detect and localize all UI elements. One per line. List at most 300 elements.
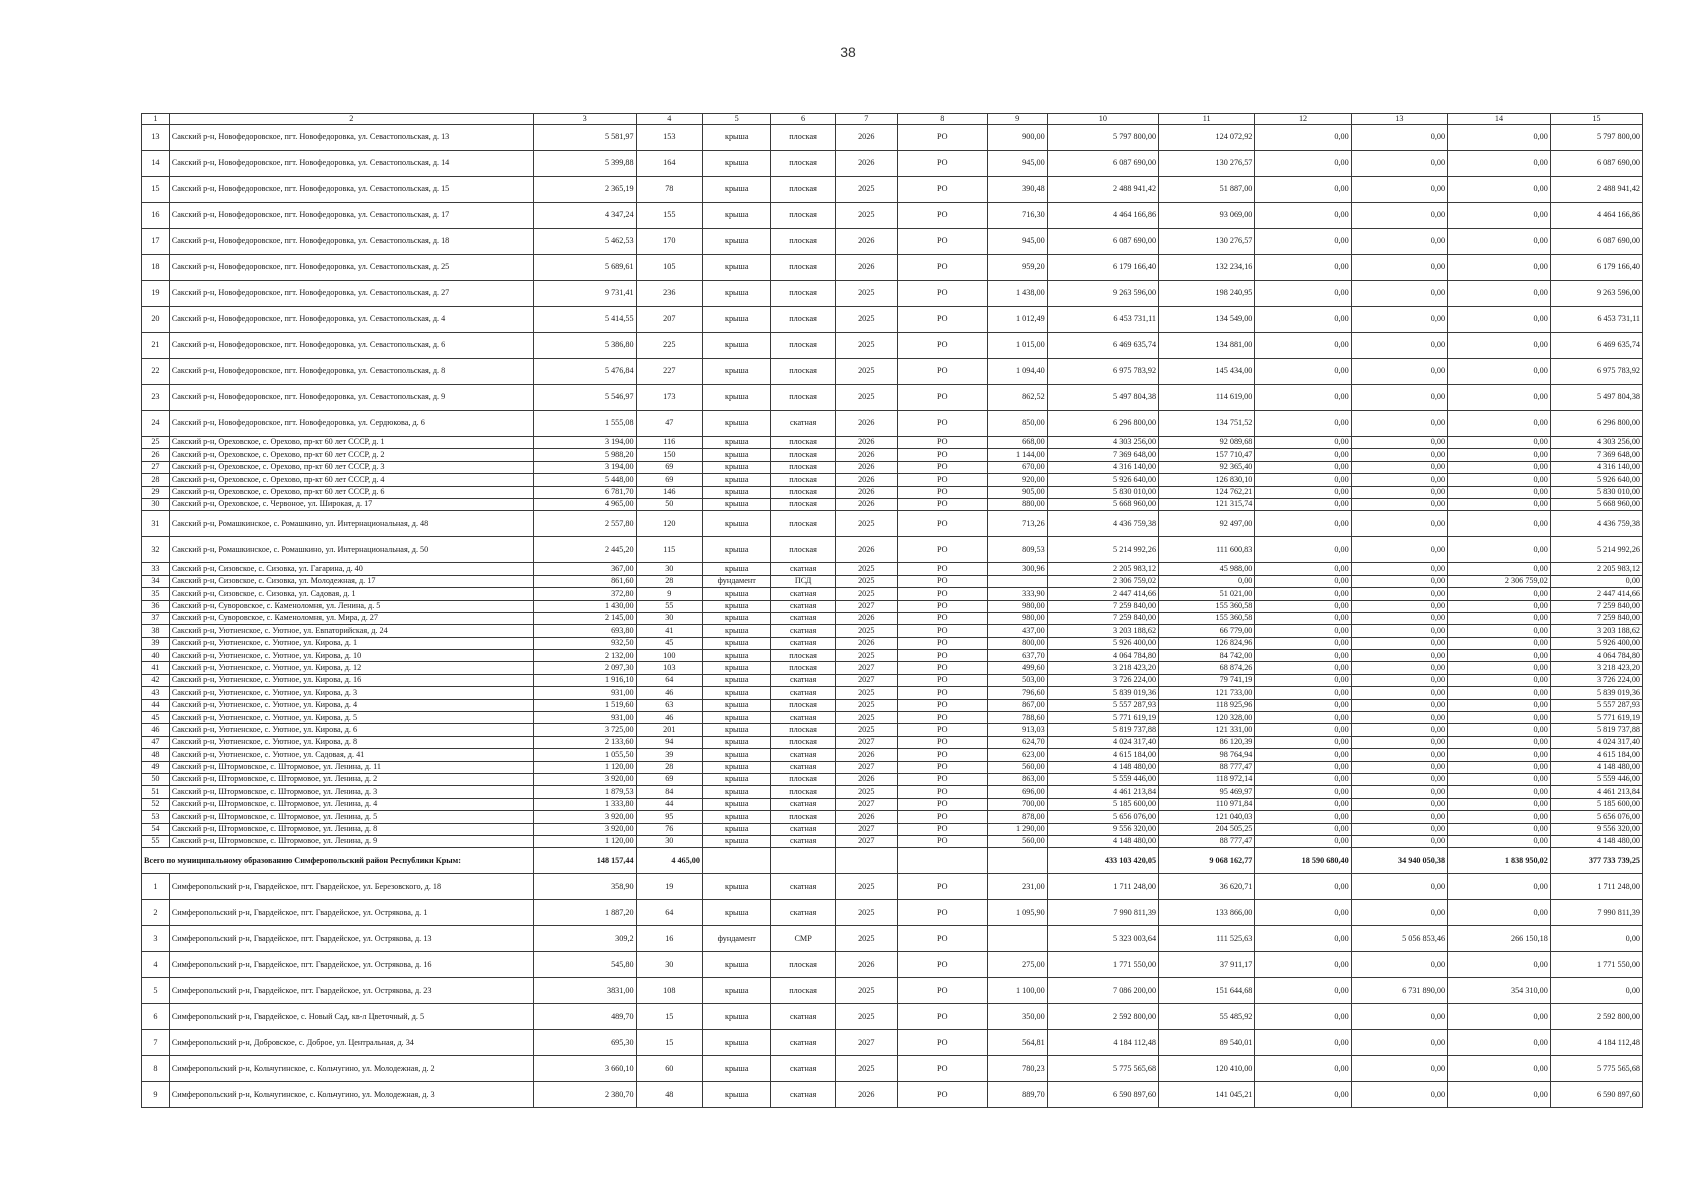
table-row [142,724,1643,736]
table-row [142,978,1643,1004]
value-cell: 880,00 [987,498,1047,510]
value-cell: 716,30 [987,203,1047,229]
address-cell: Симферопольский р-н, Гвардейское, пгт. Гвардейское, ул. Березовского, д. 18 [169,874,533,900]
empty-cell [835,848,897,874]
value-cell: 79 741,19 [1159,674,1255,686]
value-cell: РО [897,600,987,612]
value-cell: крыша [702,437,771,449]
value-cell: РО [897,699,987,711]
value-cell: 19 [636,874,702,900]
value-cell: крыша [702,411,771,437]
value-cell: 2025 [835,687,897,699]
address-cell: Сакский р-н, Ореховское, с. Орехово, пр-кт 60 лет СССР, д. 6 [169,486,533,498]
value-cell: 28 [636,761,702,773]
value-cell: РО [897,486,987,498]
value-cell: 2026 [835,811,897,823]
row-number: 24 [142,411,170,437]
value-cell: 4 316 140,00 [1047,461,1158,473]
value-cell: 0,00 [1351,588,1447,600]
value-cell: 0,00 [1255,637,1351,649]
address-cell: Сакский р-н, Новофедоровское, пгт. Новофедоровка, ул. Севастопольская, д. 17 [169,203,533,229]
value-cell: скатная [771,563,835,575]
value-cell: крыша [702,600,771,612]
value-cell: 2025 [835,575,897,587]
column-number: 8 [897,114,987,125]
value-cell: 0,00 [1351,474,1447,486]
row-number: 17 [142,229,170,255]
row-number: 30 [142,498,170,510]
value-cell: 5 839 019,36 [1047,687,1158,699]
value-cell: 2 306 759,02 [1448,575,1551,587]
value-cell: 1 430,00 [533,600,636,612]
value-cell: фундамент [702,926,771,952]
value-cell: 5 689,61 [533,255,636,281]
address-cell: Симферопольский р-н, Добровское, с. Доброе, ул. Центральная, д. 34 [169,1030,533,1056]
repair-program-table [141,113,1643,1108]
value-cell: 2 097,30 [533,662,636,674]
value-cell: скатная [771,612,835,624]
value-cell: 0,00 [1351,449,1447,461]
value-cell: 2025 [835,203,897,229]
value-cell: 130 276,57 [1159,151,1255,177]
value-cell: 1 094,40 [987,359,1047,385]
row-number: 22 [142,359,170,385]
value-cell: 266 150,18 [1448,926,1551,952]
value-cell: 6 781,70 [533,486,636,498]
value-cell: 0,00 [1351,563,1447,575]
table-row [142,699,1643,711]
value-cell: 0,00 [1351,650,1447,662]
column-number: 1 [142,114,170,125]
value-cell: 133 866,00 [1159,900,1255,926]
row-number: 47 [142,736,170,748]
value-cell: 0,00 [1351,281,1447,307]
value-cell: 0,00 [1255,151,1351,177]
value-cell: крыша [702,612,771,624]
value-cell: плоская [771,474,835,486]
value-cell: 0,00 [1351,498,1447,510]
table-row [142,798,1643,810]
address-cell: Сакский р-н, Новофедоровское, пгт. Новофедоровка, ул. Сердюкова, д. 6 [169,411,533,437]
value-cell: крыша [702,823,771,835]
value-cell: РО [897,1030,987,1056]
value-cell: 0,00 [1448,724,1551,736]
value-cell: крыша [702,461,771,473]
value-cell: РО [897,385,987,411]
value-cell: плоская [771,773,835,785]
value-cell: 0,00 [1255,498,1351,510]
row-number: 8 [142,1056,170,1082]
value-cell: 0,00 [1255,588,1351,600]
address-cell: Сакский р-н, Суворовское, с. Каменоломня, ул. Ленина, д. 5 [169,600,533,612]
value-cell: 2026 [835,125,897,151]
value-cell: 0,00 [1255,600,1351,612]
value-cell: 0,00 [1351,229,1447,255]
table-row [142,125,1643,151]
value-cell: 76 [636,823,702,835]
value-cell: 5 926 400,00 [1550,637,1642,649]
table-row [142,773,1643,785]
value-cell: РО [897,724,987,736]
value-cell: 489,70 [533,1004,636,1030]
value-cell: 3 726 224,00 [1550,674,1642,686]
value-cell: 6 975 783,92 [1047,359,1158,385]
value-cell: 0,00 [1351,177,1447,203]
value-cell: 0,00 [1448,625,1551,637]
value-cell: 134 751,52 [1159,411,1255,437]
column-number: 11 [1159,114,1255,125]
value-cell: 4 464 166,86 [1047,203,1158,229]
value-cell: 0,00 [1448,1056,1551,1082]
value-cell: 0,00 [1448,255,1551,281]
value-cell: 92 497,00 [1159,511,1255,537]
row-number: 41 [142,662,170,674]
value-cell: 0,00 [1448,281,1551,307]
value-cell: 0,00 [1448,588,1551,600]
value-cell: крыша [702,724,771,736]
value-cell: 2025 [835,724,897,736]
value-cell: 78 [636,177,702,203]
value-cell: 796,60 [987,687,1047,699]
value-cell: 2 447 414,66 [1550,588,1642,600]
value-cell: скатная [771,588,835,600]
address-cell: Сакский р-н, Новофедоровское, пгт. Новофедоровка, ул. Севастопольская, д. 9 [169,385,533,411]
value-cell: 959,20 [987,255,1047,281]
row-number: 33 [142,563,170,575]
table-row [142,786,1643,798]
value-cell: 9 556 320,00 [1550,823,1642,835]
value-cell: крыша [702,511,771,537]
value-cell: 5 214 992,26 [1550,537,1642,563]
row-number: 18 [142,255,170,281]
value-cell: 4 965,00 [533,498,636,510]
value-cell: плоская [771,498,835,510]
value-cell: 7 990 811,39 [1047,900,1158,926]
value-cell: 55 485,92 [1159,1004,1255,1030]
value-cell: крыша [702,333,771,359]
value-cell: РО [897,786,987,798]
value-cell: 0,00 [1448,229,1551,255]
value-cell: РО [897,588,987,600]
value-cell: 1 120,00 [533,761,636,773]
value-cell: 0,00 [1448,736,1551,748]
value-cell: 1 887,20 [533,900,636,926]
value-cell: 7 369 648,00 [1550,449,1642,461]
value-cell: 0,00 [1448,823,1551,835]
value-cell: РО [897,411,987,437]
value-cell: 4 464 166,86 [1550,203,1642,229]
address-cell: Сакский р-н, Новофедоровское, пгт. Новофедоровка, ул. Севастопольская, д. 27 [169,281,533,307]
value-cell: 15 [636,1004,702,1030]
table-row [142,823,1643,835]
value-cell: крыша [702,359,771,385]
value-cell: 66 779,00 [1159,625,1255,637]
address-cell: Сакский р-н, Ореховское, с. Червоное, ул. Широкая, д. 17 [169,498,533,510]
value-cell: 0,00 [1448,151,1551,177]
value-cell: 0,00 [1351,786,1447,798]
value-cell: скатная [771,411,835,437]
value-cell: крыша [702,151,771,177]
address-cell: Сакский р-н, Уютненское, с. Уютное, ул. Кирова, д. 16 [169,674,533,686]
value-cell: крыша [702,486,771,498]
value-cell: 0,00 [1255,736,1351,748]
value-cell: 4 615 184,00 [1047,749,1158,761]
value-cell: 6 469 635,74 [1047,333,1158,359]
value-cell: 0,00 [1255,411,1351,437]
value-cell: 2 557,80 [533,511,636,537]
value-cell: 69 [636,474,702,486]
value-cell: 103 [636,662,702,674]
value-cell: 4 436 759,38 [1550,511,1642,537]
value-cell: крыша [702,1056,771,1082]
address-cell: Сакский р-н, Новофедоровское, пгт. Новофедоровка, ул. Севастопольская, д. 15 [169,177,533,203]
value-cell: 100 [636,650,702,662]
value-cell: 0,00 [1255,978,1351,1004]
value-cell: 0,00 [1351,511,1447,537]
value-cell: 2025 [835,307,897,333]
value-cell: 0,00 [1351,359,1447,385]
column-number: 14 [1448,114,1551,125]
value-cell: 5 926 640,00 [1550,474,1642,486]
value-cell: 1 879,53 [533,786,636,798]
value-cell: 2025 [835,625,897,637]
value-cell: 0,00 [1255,461,1351,473]
value-cell: РО [897,151,987,177]
value-cell: 2 133,60 [533,736,636,748]
value-cell: 63 [636,699,702,711]
value-cell: 3 920,00 [533,811,636,823]
value-cell: 0,00 [1351,699,1447,711]
value-cell: крыша [702,498,771,510]
value-cell: РО [897,563,987,575]
value-cell: 4 461 213,84 [1047,786,1158,798]
value-cell: 30 [636,835,702,847]
table-row [142,612,1643,624]
value-cell: 4 184 112,48 [1047,1030,1158,1056]
value-cell: 3 920,00 [533,823,636,835]
value-cell: РО [897,874,987,900]
value-cell: 2025 [835,1056,897,1082]
value-cell: РО [897,773,987,785]
value-cell: 5 797 800,00 [1047,125,1158,151]
value-cell: 2026 [835,229,897,255]
value-cell: 913,03 [987,724,1047,736]
value-cell: РО [897,125,987,151]
value-cell: 47 [636,411,702,437]
value-cell: плоская [771,724,835,736]
value-cell: плоская [771,449,835,461]
value-cell: 1 015,00 [987,333,1047,359]
value-cell: 2025 [835,588,897,600]
value-cell: 0,00 [1351,662,1447,674]
value-cell: РО [897,281,987,307]
value-cell: РО [897,736,987,748]
row-number: 5 [142,978,170,1004]
value-cell: 5 557 287,93 [1550,699,1642,711]
value-cell: 88 777,47 [1159,761,1255,773]
value-cell: РО [897,749,987,761]
value-cell: 867,00 [987,699,1047,711]
value-cell: 7 369 648,00 [1047,449,1158,461]
value-cell: 46 [636,687,702,699]
value-cell: фундамент [702,575,771,587]
value-cell: 0,00 [1255,612,1351,624]
value-cell: РО [897,359,987,385]
value-cell: 7 259 840,00 [1047,600,1158,612]
value-cell: 1 711 248,00 [1550,874,1642,900]
value-cell: 0,00 [1255,811,1351,823]
value-cell: 0,00 [1448,385,1551,411]
value-cell: 900,00 [987,125,1047,151]
value-cell: 932,50 [533,637,636,649]
value-cell: 0,00 [1448,1082,1551,1108]
value-cell: 437,00 [987,625,1047,637]
value-cell: 788,60 [987,712,1047,724]
value-cell: 309,2 [533,926,636,952]
row-number: 32 [142,537,170,563]
value-cell: плоская [771,333,835,359]
value-cell: 0,00 [1255,724,1351,736]
value-cell: 2027 [835,835,897,847]
value-cell: 0,00 [1448,307,1551,333]
value-cell: крыша [702,385,771,411]
value-cell: 110 971,84 [1159,798,1255,810]
value-cell: 2026 [835,461,897,473]
value-cell: 2 445,20 [533,537,636,563]
value-cell: 2026 [835,474,897,486]
value-cell: 28 [636,575,702,587]
value-cell: 372,80 [533,588,636,600]
value-cell: крыша [702,662,771,674]
value-cell: крыша [702,1030,771,1056]
value-cell: 1 333,80 [533,798,636,810]
row-number: 16 [142,203,170,229]
value-cell: 2 447 414,66 [1047,588,1158,600]
address-cell: Сакский р-н, Штормовское, с. Штормовое, ул. Ленина, д. 9 [169,835,533,847]
value-cell: 0,00 [1255,1082,1351,1108]
value-cell: крыша [702,255,771,281]
value-cell: 0,00 [1255,874,1351,900]
address-cell: Сакский р-н, Уютненское, с. Уютное, ул. Кирова, д. 8 [169,736,533,748]
value-cell: 0,00 [1448,662,1551,674]
value-cell: РО [897,177,987,203]
value-cell: 1 519,60 [533,699,636,711]
row-number: 21 [142,333,170,359]
value-cell: 5 839 019,36 [1550,687,1642,699]
table-row [142,411,1643,437]
value-cell: 0,00 [1255,281,1351,307]
value-cell: крыша [702,712,771,724]
value-cell: 367,00 [533,563,636,575]
address-cell: Сакский р-н, Уютненское, с. Уютное, ул. Садовая, д. 41 [169,749,533,761]
value-cell: 5 056 853,46 [1351,926,1447,952]
value-cell: 0,00 [1255,437,1351,449]
row-number: 9 [142,1082,170,1108]
value-cell: 0,00 [1159,575,1255,587]
value-cell: 64 [636,674,702,686]
address-cell: Сакский р-н, Новофедоровское, пгт. Новофедоровка, ул. Севастопольская, д. 25 [169,255,533,281]
value-cell: плоская [771,537,835,563]
value-cell: 0,00 [1351,575,1447,587]
value-cell: 92 089,68 [1159,437,1255,449]
address-cell: Сакский р-н, Уютненское, с. Уютное, ул. Евпаторийская, д. 24 [169,625,533,637]
row-number: 4 [142,952,170,978]
value-cell: 2025 [835,978,897,1004]
row-number: 44 [142,699,170,711]
table-row [142,229,1643,255]
value-cell: 3 194,00 [533,437,636,449]
value-cell: 0,00 [1448,511,1551,537]
value-cell: РО [897,575,987,587]
value-cell: 2 365,19 [533,177,636,203]
address-cell: Сакский р-н, Суворовское, с. Каменоломня, ул. Мира, д. 27 [169,612,533,624]
value-cell: скатная [771,823,835,835]
value-cell: 0,00 [1448,600,1551,612]
value-cell: 2026 [835,637,897,649]
value-cell: 44 [636,798,702,810]
value-cell: 6 469 635,74 [1550,333,1642,359]
value-cell: 5 656 076,00 [1550,811,1642,823]
row-number: 36 [142,600,170,612]
row-number: 48 [142,749,170,761]
value-cell: 0,00 [1255,749,1351,761]
value-cell: крыша [702,773,771,785]
row-number: 14 [142,151,170,177]
column-number: 10 [1047,114,1158,125]
value-cell: 4 064 784,80 [1047,650,1158,662]
column-number: 6 [771,114,835,125]
table-row [142,461,1643,473]
value-cell: 6 975 783,92 [1550,359,1642,385]
value-cell: 2027 [835,1030,897,1056]
value-cell: 98 764,94 [1159,749,1255,761]
value-cell: 170 [636,229,702,255]
value-cell: 121 733,00 [1159,687,1255,699]
value-cell: крыша [702,588,771,600]
value-cell: крыша [702,563,771,575]
value-cell: 7 086 200,00 [1047,978,1158,1004]
value-cell: 2 592 800,00 [1550,1004,1642,1030]
value-cell: крыша [702,125,771,151]
value-cell: РО [897,952,987,978]
value-cell: 0,00 [1351,333,1447,359]
value-cell: 30 [636,612,702,624]
address-cell: Сакский р-н, Ореховское, с. Орехово, пр-кт 60 лет СССР, д. 4 [169,474,533,486]
row-number: 1 [142,874,170,900]
value-cell: РО [897,612,987,624]
value-cell: скатная [771,600,835,612]
value-cell: 0,00 [1448,359,1551,385]
value-cell: 69 [636,773,702,785]
value-cell: 0,00 [1351,437,1447,449]
value-cell: крыша [702,786,771,798]
table-row [142,359,1643,385]
value-cell: РО [897,978,987,1004]
value-cell: 30 [636,952,702,978]
value-cell: 0,00 [1448,498,1551,510]
value-cell: 3 725,00 [533,724,636,736]
table-row [142,1056,1643,1082]
address-cell: Сакский р-н, Новофедоровское, пгт. Новофедоровка, ул. Севастопольская, д. 18 [169,229,533,255]
value-cell: РО [897,229,987,255]
value-cell: 95 [636,811,702,823]
value-cell: ПСД [771,575,835,587]
address-cell: Симферопольский р-н, Кольчугинское, с. Кольчугино, ул. Молодежная, д. 2 [169,1056,533,1082]
address-cell: Сакский р-н, Ромашкинское, с. Ромашкино, ул. Интернациональная, д. 48 [169,511,533,537]
value-cell: 275,00 [987,952,1047,978]
value-cell: 0,00 [1351,486,1447,498]
total-value: 18 590 680,40 [1255,848,1351,874]
